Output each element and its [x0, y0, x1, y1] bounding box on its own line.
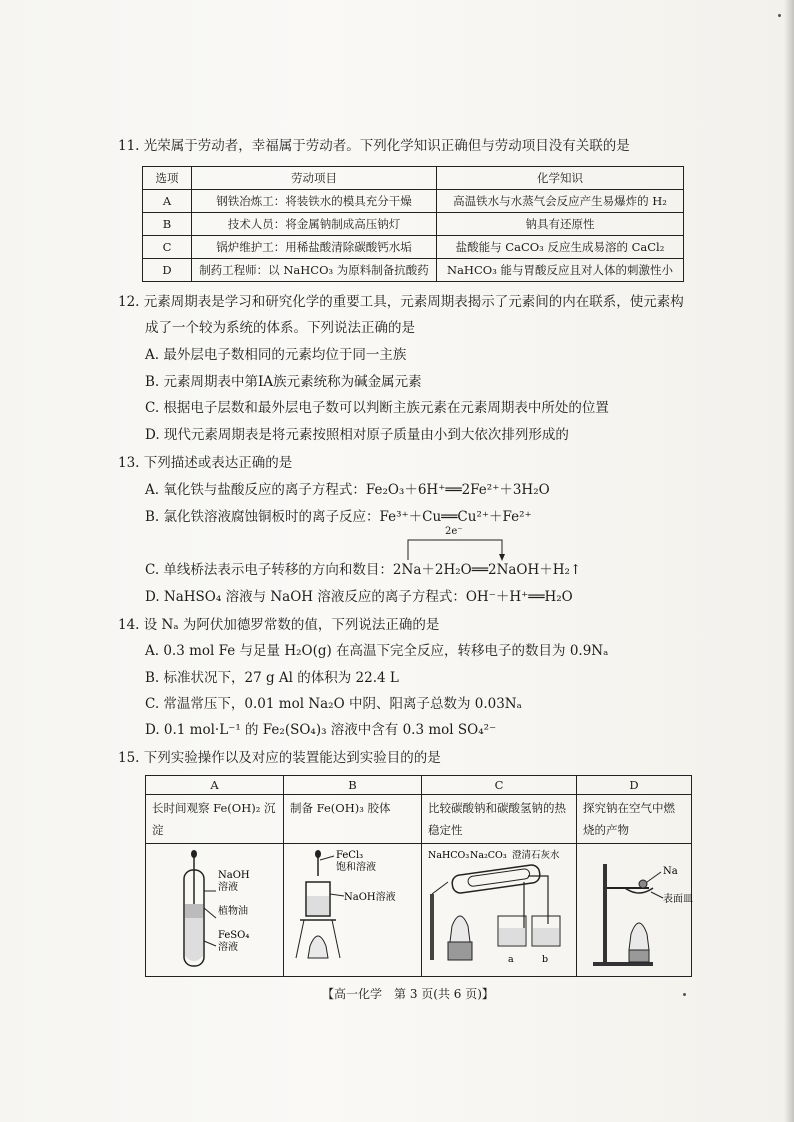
row-option: C — [143, 236, 192, 259]
row-project: 钢铁冶炼工：将装铁水的模具充分干燥 — [192, 190, 437, 213]
label-naoh: NaOH — [218, 870, 250, 881]
table-header-row — [146, 776, 692, 795]
label-fecl3: FeCl₃ — [336, 850, 364, 861]
q12-option-a: A. 最外层电子数相同的元素均位于同一主族 — [145, 347, 407, 363]
table-row — [143, 236, 684, 259]
label-limewater: 澄清石灰水 — [512, 850, 560, 861]
row-option: A — [143, 190, 192, 213]
label-a: a — [508, 954, 514, 965]
purpose-b — [284, 795, 422, 844]
q13-option-d: D. NaHSO₄ 溶液与 NaOH 溶液反应的离子方程式：OH⁻＋H⁺══H₂O — [145, 589, 573, 605]
row-option: B — [143, 213, 192, 236]
table-header-row — [143, 167, 684, 190]
q12-stem-line1: 12. 元素周期表是学习和研究化学的重要工具，元素周期表揭示了元素间的内在联系，使元素构 — [118, 294, 684, 310]
purpose-a-text: 长时间观察 Fe(OH)₂ 沉淀 — [152, 801, 276, 837]
header-a: A — [146, 776, 284, 795]
q12-option-b: B. 元素周期表中第ⅠA族元素统称为碱金属元素 — [145, 374, 422, 390]
purpose-c — [422, 795, 577, 844]
scan-edge-shadow — [784, 0, 794, 1122]
q13-option-b: B. 氯化铁溶液腐蚀铜板时的离子反应：Fe³⁺＋Cu══Cu²⁺＋Fe²⁺ — [145, 509, 532, 525]
table-row — [143, 190, 684, 213]
bridge-arrow-icon — [405, 534, 507, 562]
scan-speck — [778, 14, 781, 17]
header-b: B — [284, 776, 422, 795]
sodium-burning-icon — [583, 846, 713, 974]
header-d: D — [577, 776, 692, 795]
header-c: C — [422, 776, 577, 795]
q14-stem: 14. 设 Nₐ 为阿伏加德罗常数的值，下列说法正确的是 — [118, 617, 440, 633]
header-labor-project: 劳动项目 — [192, 167, 437, 190]
table-row-purpose — [146, 795, 692, 844]
test-tube-dropper-icon — [152, 846, 272, 974]
label-nahco3: NaHCO₃ — [428, 850, 470, 861]
table-row — [143, 213, 684, 236]
purpose-c-text: 比较碳酸钠和碳酸氢钠的热稳定性 — [428, 801, 566, 837]
apparatus-a — [146, 844, 284, 977]
header-chem-knowledge: 化学知识 — [437, 167, 684, 190]
q15-stem: 15. 下列实验操作以及对应的装置能达到实验目的的是 — [118, 750, 441, 766]
row-knowledge: 盐酸能与 CaCO₃ 反应生成易溶的 CaCl₂ — [437, 236, 684, 259]
q12-stem-line2: 成了一个较为系统的体系。下列说法正确的是 — [145, 320, 415, 336]
row-knowledge: NaHCO₃ 能与胃酸反应且对人体的刺激性小 — [437, 259, 684, 282]
row-project: 技术人员：将金属钠制成高压钠灯 — [192, 213, 437, 236]
q15-table — [145, 775, 692, 977]
page-footer: 【高一化学 第 3 页(共 6 页)】 — [322, 987, 494, 1001]
scan-speck — [683, 993, 686, 996]
q14-option-c: C. 常温常压下，0.01 mol Na₂O 中阴、阳离子总数为 0.03Nₐ — [145, 696, 522, 712]
label-naoh-solution: NaOH溶液 — [344, 892, 396, 903]
label-na: Na — [663, 866, 678, 877]
bridge-label: 2e⁻ — [445, 526, 463, 537]
table-row-apparatus — [146, 844, 692, 977]
label-saturated: 饱和溶液 — [336, 862, 376, 873]
label-solution: 溶液 — [218, 882, 238, 893]
q11-table — [142, 166, 684, 282]
purpose-a — [146, 795, 284, 844]
label-na2co3: Na₂CO₃ — [470, 850, 507, 861]
purpose-d — [577, 795, 692, 844]
thermal-stability-apparatus-icon — [428, 846, 570, 974]
row-knowledge: 钠具有还原性 — [437, 213, 684, 236]
purpose-d-text: 探究钠在空气中燃烧的产物 — [583, 801, 675, 837]
apparatus-d — [577, 844, 692, 977]
single-bridge-arrow — [405, 526, 507, 562]
header-option: 选项 — [143, 167, 192, 190]
label-oil: 植物油 — [218, 906, 248, 917]
q14-option-b: B. 标准状况下，27 g Al 的体积为 22.4 L — [145, 670, 399, 686]
purpose-b-text: 制备 Fe(OH)₃ 胶体 — [290, 801, 391, 815]
q13-stem: 13. 下列描述或表达正确的是 — [118, 455, 293, 471]
q13-option-c: C. 单线桥法表示电子转移的方向和数目：2Na＋2H₂O══2NaOH＋H₂↑ — [145, 562, 582, 578]
q14-option-a: A. 0.3 mol Fe 与足量 H₂O(g) 在高温下完全反应，转移电子的数目为 0.9Nₐ — [145, 643, 609, 659]
q14-option-d: D. 0.1 mol·L⁻¹ 的 Fe₂(SO₄)₃ 溶液中含有 0.3 mol SO₄²⁻ — [145, 722, 497, 738]
q12-option-c: C. 根据电子层数和最外层电子数可以判断主族元素在元素周期表中所处的位置 — [145, 400, 609, 416]
apparatus-c — [422, 844, 577, 977]
q12-option-d: D. 现代元素周期表是将元素按照相对原子质量由小到大依次排列形成的 — [145, 427, 569, 443]
row-project: 制药工程师：以 NaHCO₃ 为原料制备抗酸药 — [192, 259, 437, 282]
table-row — [143, 259, 684, 282]
beaker-burner-icon — [290, 846, 414, 974]
q11-stem: 11. 光荣属于劳动者，幸福属于劳动者。下列化学知识正确但与劳动项目没有关联的是 — [118, 138, 630, 154]
row-knowledge: 高温铁水与水蒸气会反应产生易爆炸的 H₂ — [437, 190, 684, 213]
label-watch-glass: 表面皿 — [663, 894, 693, 905]
label-b: b — [542, 954, 549, 965]
q13-option-a: A. 氧化铁与盐酸反应的离子方程式：Fe₂O₃＋6H⁺══2Fe²⁺＋3H₂O — [145, 482, 550, 498]
row-option: D — [143, 259, 192, 282]
label-solution-2: 溶液 — [218, 942, 238, 953]
label-feso4: FeSO₄ — [218, 930, 250, 941]
row-project: 锅炉维护工：用稀盐酸清除碳酸钙水垢 — [192, 236, 437, 259]
apparatus-b — [284, 844, 422, 977]
